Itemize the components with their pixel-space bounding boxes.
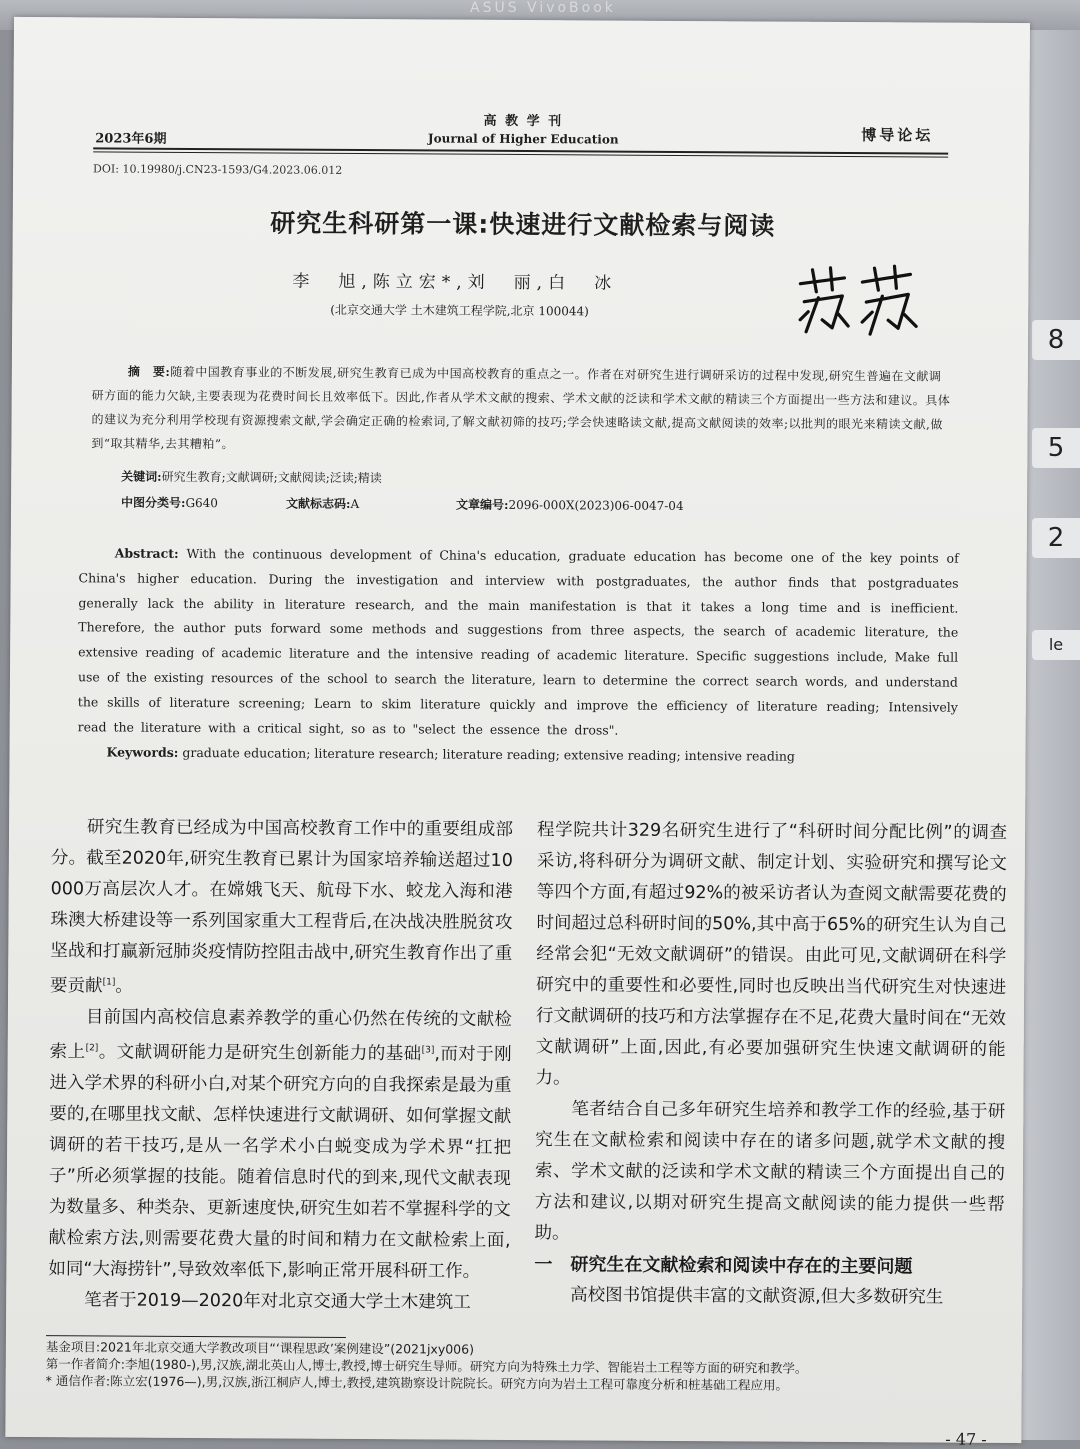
keywords-en-label: Keywords: — [106, 744, 179, 760]
footnote-first-author: 第一作者简介:李旭(1980-),男,汉族,湖北英山人,博士,教授,博士研究生导师。研究方向为特殊土力学、智能岩土工程等方面的研究和教学。 — [45, 1356, 808, 1376]
citation: [1] — [102, 977, 116, 988]
clc-value: G640 — [185, 495, 219, 511]
key-5: 5 — [1032, 428, 1080, 468]
paragraph — [50, 812, 513, 1005]
paragraph: 程学院共计329名研究生进行了“科研时间分配比例”的调查采访,将科研分为调研文献、制定计划、实验研究和撰写论文等四个方面,有超过92%的被采访者认为查阅文献需要花费的时间超过总科研时间的50%,其中高于65%的研究生认为自己经常会犯“无效文献调研”的错误。由此可见,文献调研在科学研究中的重要性和必要性,同时也反映出当代研究生对快速进行文献调研的技巧和方法掌握存在不足,花费大量时间在“无效文献调研”上面,因此,有必要加强研究生快速文献调研的能力。 — [535, 820, 1008, 1089]
abstract-cn — [91, 359, 952, 460]
journal-name-en: Journal of Higher Education — [427, 131, 619, 147]
citation: [3] — [421, 1045, 435, 1056]
article-no-label: 文章编号: — [455, 497, 509, 512]
footnotes — [46, 1339, 996, 1396]
abstract-en — [78, 541, 959, 745]
section-heading: 一 研究生在文献检索和阅读中存在的主要问题 — [534, 1254, 913, 1278]
key-2: 2 — [1032, 518, 1080, 558]
page-number: - 47 - — [945, 1429, 987, 1449]
footnote-rule — [46, 1335, 346, 1338]
key-le: le — [1032, 630, 1080, 660]
body-column-right — [534, 815, 1007, 1314]
keywords-cn-text: 研究生教育;文献调研;文献阅读;泛读;精读 — [161, 469, 382, 486]
article-no-value: 2096-000X(2023)06-0047-04 — [508, 497, 684, 513]
doi: DOI: 10.19980/j.CN23-1593/G4.2023.06.012 — [93, 162, 343, 177]
body-column-left — [48, 812, 513, 1318]
paragraph-text: ,而对于刚进入学术界的科研小白,对某个研究方向的自我探索是最为重要的,在哪里找文献、怎样快速进行文献调研、如何掌握文献调研的若干技巧,是从一名学术小白蜕变成为学术界“扛把子”所必须掌握的技能。随着信息时代的到来,现代文献表现为数量多、种类杂、更新速度快,研究生如若不掌握科学的文献检索方法,则需要花费大量的时间和精力在文献检索上面,如同“大海捞针”,导致效率低下,影响正常开展科研工作。 — [48, 1044, 512, 1282]
abstract-cn-label: 摘 要: — [127, 364, 171, 379]
classification-row — [121, 494, 921, 516]
paragraph-text: 目前国内高校信息素养教学的重心仍然在传统的文献检索上 — [49, 1007, 512, 1063]
paragraph-text: 。文献调研能力是研究生创新能力的基础 — [98, 1042, 422, 1065]
handwritten-signature — [792, 262, 922, 343]
doc-code-value: A — [350, 496, 360, 512]
authors: 李 旭,陈立宏*,刘 丽,白 冰 — [292, 271, 618, 294]
abstract-en-body — [78, 541, 959, 745]
keywords-en — [106, 744, 926, 764]
key-8: 8 — [1032, 320, 1080, 360]
doc-code-field — [286, 495, 456, 513]
article-no-field — [456, 496, 684, 514]
column-label: 博导论坛 — [861, 126, 934, 145]
clc-label: 中图分类号: — [121, 495, 186, 510]
issue-label: 2023年6期 — [95, 131, 167, 147]
footnote-corresponding: * 通信作者:陈立宏(1976—),男,汉族,浙江桐庐人,博士,教授,建筑勘察设计院院长。研究方向为岩土工程可靠度分析和桩基础工程应用。 — [45, 1373, 789, 1393]
keywords-cn — [121, 468, 382, 487]
keywords-cn-label: 关键词: — [121, 469, 162, 484]
abstract-en-text: With the continuous development of China's education, graduate education has become one of the key points of China's higher education. During the investigation and interview with postgraduates, the author finds that postgraduates generally lack the ability in literature research, and the main manifestation is that it takes a long time and is inefficient. Therefore, the author puts forward some methods and suggestions from three aspects, the search of academic literature, the extensive reading of academic literature and the intensive reading of academic literature. Specific suggestions include, Make full use of the existing resources of the school to search the literature, learn to determine the correct search words, and understand the skills of literature screening; Learn to skim literature quickly and improve the efficiency of literature reading; Intensively read the literature with a critical sight, so as to "select the essence the dross". — [77, 545, 959, 738]
paragraph: 笔者结合自己多年研究生培养和教学工作的经验,基于研究生在文献检索和阅读中存在的诸多问题,就学术文献的搜索、学术文献的泛读和学术文献的精读三个方面提出自己的方法和建议,以期对研究生提高文献阅读的能力提供一些帮助。 — [534, 1099, 1006, 1244]
article-title: 研究生科研第一课:快速进行文献检索与阅读 — [270, 208, 776, 241]
laptop-brand: ASUS VivoBook — [470, 0, 616, 16]
abstract-cn-text: 随着中国教育事业的不断发展,研究生教育已成为中国高校教育的重点之一。作者在对研究生进行调研采访的过程中发现,研究生普遍在文献调研方面的能力欠缺,主要表现为花费时间长且效率低下。因此,作者从学术文献的搜索、学术文献的泛读和学术文献的精读三个方面提出一些方法和建议。具体的建议为充分利用学校现有资源搜索文献,学会确定正确的检索词,了解文献初筛的技巧;学会快速略读文献,提高文献阅读的效率;以批判的眼光来精读文献,做到“取其精华,去其糟粕”。 — [91, 364, 951, 452]
affiliation: (北京交通大学 土木建筑工程学院,北京 100044) — [330, 302, 589, 319]
paragraph-text: 研究生教育已经成为中国高校教育工作中的重要组成部分。截至2020年,研究生教育已累计为国家培养输送超过10 000万高层次人才。在嫦娥飞天、航母下水、蛟龙入海和港珠澳大桥建设等一系列国家重大工程背后,在决战决胜脱贫攻坚战和打赢新冠肺炎疫情防控阻击战中,研究生教育作出了重要贡献 — [50, 817, 514, 997]
clc-field — [121, 494, 286, 512]
journal-name-cn: 高 教 学 刊 — [483, 113, 564, 130]
doc-code-label: 文献标志码: — [285, 496, 351, 511]
paragraph: 笔者于2019—2020年对北京交通大学土木建筑工 — [84, 1290, 471, 1313]
citation: [2] — [85, 1043, 99, 1054]
journal-masthead — [423, 109, 623, 146]
abstract-en-label: Abstract: — [114, 545, 179, 561]
paragraph-text: 。 — [115, 976, 133, 997]
keywords-en-text: graduate education; literature research; literature reading; extensive reading; intensive reading — [182, 744, 795, 764]
journal-page — [5, 17, 1030, 1449]
paragraph — [48, 1002, 512, 1288]
paragraph: 高校图书馆提供丰富的文献资源,但大多数研究生 — [570, 1285, 944, 1308]
footnote-fund: 基金项目:2021年北京交通大学教改项目“‘课程思政’案例建设”(2021jxy006) — [45, 1339, 475, 1357]
